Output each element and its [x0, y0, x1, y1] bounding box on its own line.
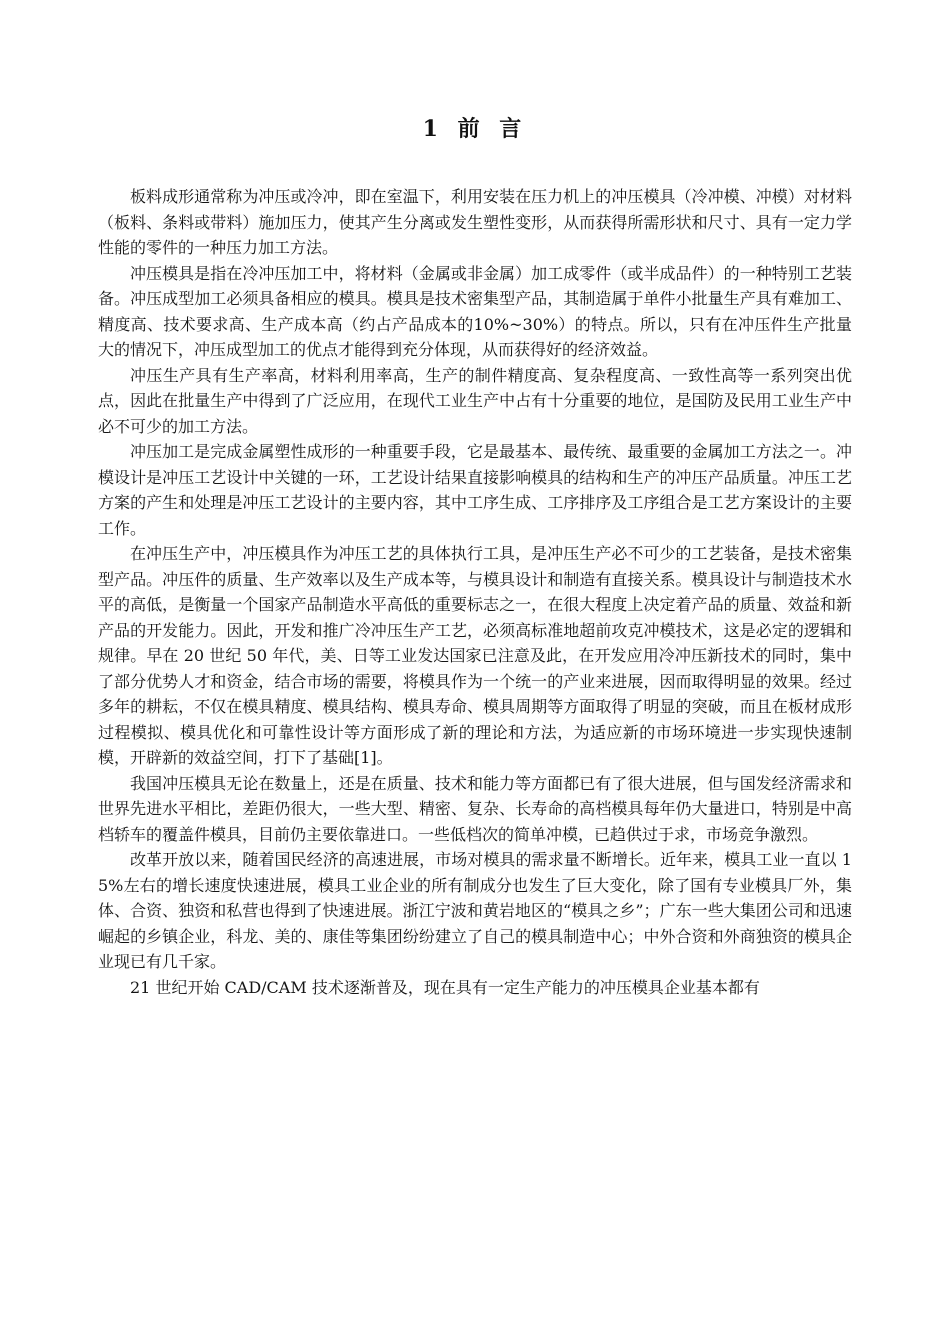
- paragraph: 板料成形通常称为冲压或冷冲，即在室温下，利用安装在压力机上的冲压模具（冷冲模、冲模）对材料（板料、条料或带料）施加压力，使其产生分离或发生塑性变形，从而获得所需形状和尺寸、具有一定力学性能的零件的一种压力加工方法。: [98, 187, 852, 257]
- paragraph: 冲压加工是完成金属塑性成形的一种重要手段，它是最基本、最传统、最重要的金属加工方法之一。冲模设计是冲压工艺设计中关键的一环，工艺设计结果直接影响模具的结构和生产的冲压产品质量。冲压工艺方案的产生和处理是冲压工艺设计的主要内容，其中工序生成、工序排序及工序组合是工艺方案设计的主要工作。: [98, 442, 852, 538]
- paragraph: 改革开放以来，随着国民经济的高速进展，市场对模具的需求量不断增长。近年来，模具工业一直以 15%左右的增长速度快速进展，模具工业企业的所有制成分也发生了巨大变化，除了国有专业模具厂外，集体、合资、独资和私营也得到了快速进展。浙江宁波和黄岩地区的“模具之乡”；广东一些大集团公司和迅速崛起的乡镇企业，科龙、美的、康佳等集团纷纷建立了自己的模具制造中心；中外合资和外商独资的模具企业现已有几千家。: [98, 850, 852, 971]
- paragraph: 我国冲压模具无论在数量上，还是在质量、技术和能力等方面都已有了很大进展，但与国发经济需求和世界先进水平相比，差距仍很大，一些大型、精密、复杂、长寿命的高档模具每年仍大量进口，特别是中高档轿车的覆盖件模具，目前仍主要依靠进口。一些低档次的简单冲模，已趋供过于求，市场竞争激烈。: [98, 773, 852, 844]
- paragraph: 在冲压生产中，冲压模具作为冲压工艺的具体执行工具，是冲压生产必不可少的工艺装备，是技术密集型产品。冲压件的质量、生产效率以及生产成本等，与模具设计和制造有直接关系。模具设计与制造技术水平的高低，是衡量一个国家产品制造水平高低的重要标志之一，在很大程度上决定着产品的质量、效益和新产品的开发能力。因此，开发和推广冷冲压生产工艺，必须高标准地超前攻克冲模技术，这是必定的逻辑和规律。早在 20 世纪 50 年代，美、日等工业发达国家已注意及此，在开发应用冷冲压新技术的同时，集中了部分优势人才和资金，结合市场的需要，将模具作为一个统一的产业来进展，因而取得明显的效果。经过多年的耕耘，不仅在模具精度、模具结构、模具寿命、模具周期等方面取得了明显的突破，而且在板材成形过程模拟、模具优化和可靠性设计等方面形成了新的理论和方法，为适应新的市场环境进一步实现快速制模，开辟新的效益空间，打下了基础[1]。: [98, 544, 852, 767]
- chapter-heading: 1 前 言: [422, 116, 528, 142]
- paragraph: 冲压生产具有生产率高，材料利用率高，生产的制件精度高、复杂程度高、一致性高等一系列突出优点，因此在批量生产中得到了广泛应用，在现代工业生产中占有十分重要的地位，是国防及民用工业生产中必不可少的加工方法。: [98, 365, 852, 436]
- paragraph: 21 世纪开始 CAD/CAM 技术逐渐普及，现在具有一定生产能力的冲压模具企业基本都有: [130, 977, 760, 997]
- paragraph: 冲压模具是指在冷冲压加工中，将材料（金属或非金属）加工成零件（或半成品件）的一种特别工艺装备。冲压成型加工必须具备相应的模具。模具是技术密集型产品，其制造属于单件小批量生产具有难加工、精度高、技术要求高、生产成本高（约占产品成本的10%~30%）的特点。所以，只有在冲压件生产批量大的情况下，冲压成型加工的优点才能得到充分体现，从而获得好的经济效益。: [98, 263, 852, 359]
- body-text: [98, 184, 852, 1000]
